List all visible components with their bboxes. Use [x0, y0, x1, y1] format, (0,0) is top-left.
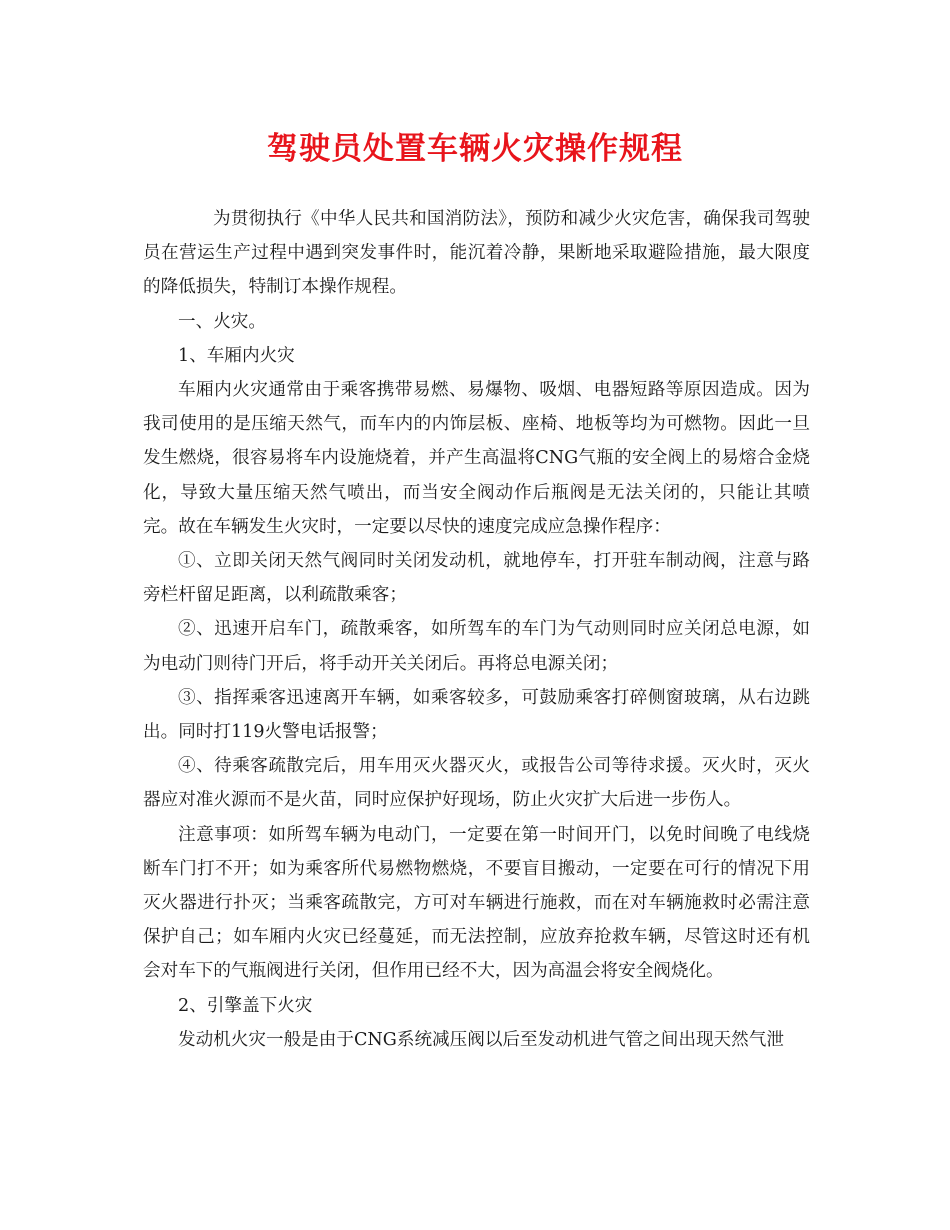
- step-1-paragraph: ①、立即关闭天然气阀同时关闭发动机，就地停车，打开驻车制动阀，注意与路旁栏杆留足距离，以利疏散乘客；: [143, 551, 810, 606]
- step-2-paragraph: ②、迅速开启车门，疏散乘客，如所驾车的车门为气动则同时应关闭总电源，如为电动门则待门开后，将手动开关关闭后。再将总电源关闭；: [143, 619, 810, 674]
- step-3-paragraph: ③、指挥乘客迅速离开车辆，如乘客较多，可鼓励乘客打碎侧窗玻璃，从右边跳出。同时打119火警电话报警；: [143, 687, 810, 743]
- notes-paragraph: 注意事项：如所驾车辆为电动门，一定要在第一时间开门，以免时间晚了电线烧断车门打不开；如为乘客所代易燃物燃烧，不要盲目搬动，一定要在可行的情况下用灭火器进行扑灭；当乘客疏散完，方可对车辆进行施救，而在对车辆施救时必需注意保护自己；如车厢内火灾已经蔓延，而无法控制，应放弃抢救车辆，尽管这时还有机会对车下的气瓶阀进行关闭，但作用已经不大，因为高温会将安全阀烧化。: [143, 824, 810, 982]
- document-title: 驾驶员处置车辆火灾操作规程: [267, 131, 683, 167]
- intro-paragraph: 为贯彻执行《中华人民共和国消防法》，预防和减少火灾危害，确保我司驾驶员在营运生产过程中遇到突发事件时，能沉着冷静，果断地采取避险措施，最大限度的降低损失，特制订本操作规程。: [143, 209, 810, 298]
- cabin-fire-paragraph: 车厢内火灾通常由于乘客携带易燃、易爆物、吸烟、电器短路等原因造成。因为我司使用的是压缩天然气，而车内的内饰层板、座椅、地板等均为可燃物。因此一旦发生燃烧，很容易将车内设施烧着，并产生高温将CNG气瓶的安全阀上的易熔合金烧化，导致大量压缩天然气喷出，而当安全阀动作后瓶阀是无法关闭的，只能让其喷完。故在车辆发生火灾时，一定要以尽快的速度完成应急操作程序：: [143, 380, 810, 537]
- document-body: [143, 202, 810, 1057]
- step-4-paragraph: ④、待乘客疏散完后，用车用灭火器灭火，或报告公司等待求援。灭火时，灭火器应对准火源而不是火苗，同时应保护好现场，防止火灾扩大后进一步伤人。: [143, 756, 810, 811]
- subsection-heading-cabin-fire: 1、车厢内火灾: [178, 345, 295, 366]
- engine-fire-paragraph: 发动机火灾一般是由于CNG系统减压阀以后至发动机进气管之间出现天然气泄: [178, 1029, 784, 1050]
- section-heading-fire: 一、火灾。: [178, 311, 266, 332]
- subsection-heading-engine-fire: 2、引擎盖下火灾: [178, 995, 313, 1016]
